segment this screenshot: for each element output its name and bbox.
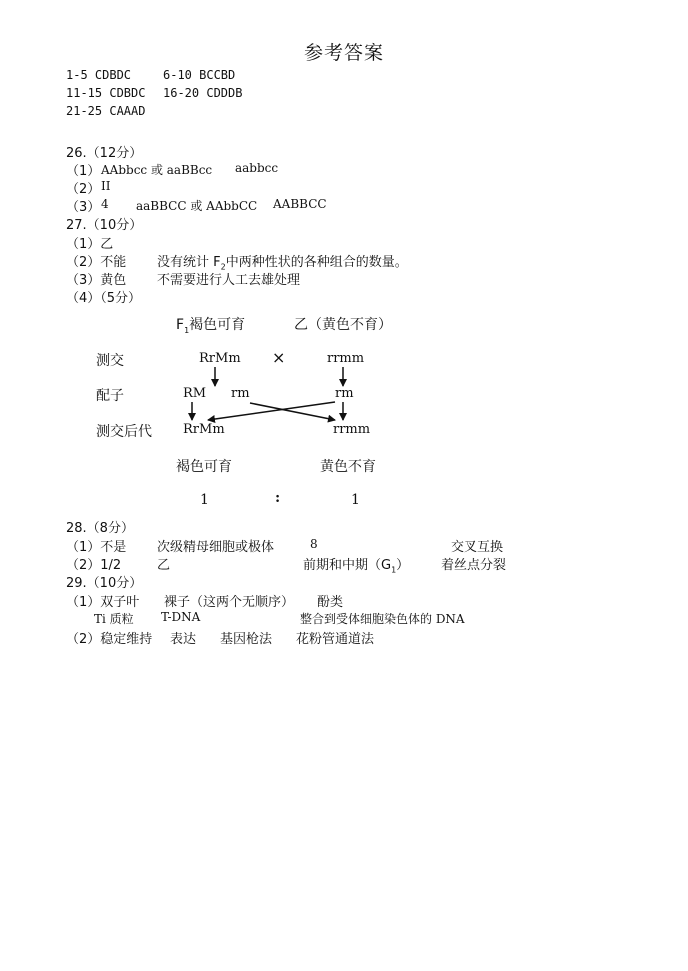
q28-line1-answer-b: 8 [310, 537, 318, 551]
genotype-rrmm-parent1: RrMm [199, 351, 241, 366]
q26-line2-answer: II [101, 179, 111, 193]
row-label-gamete: 配子 [96, 388, 124, 404]
q27-line1: （1）乙 [66, 237, 114, 252]
offspring-rrmm-2: rrmm [333, 422, 371, 437]
q26-line1-num: （1） [66, 164, 101, 179]
q26-header: 26.（12分） [66, 146, 143, 161]
page-title: 参考答案 [303, 42, 384, 64]
arrow-cross-rm-to-rrmm-left [208, 402, 335, 420]
q27-header: 27.（10分） [66, 218, 143, 233]
q27-line4: （4）（5分） [66, 291, 142, 306]
genotype-rrmm-parent2: rrmm [327, 351, 365, 366]
q28-line1-answer-a: 次级精母细胞或极体 [157, 540, 275, 555]
q27-line2-answer: 没有统计 $F_2$中两种性状的各种组合的数量。 [157, 255, 408, 272]
q26-line1-answer-b: aabbcc [235, 161, 279, 175]
q29-line2-answer-c: 整合到受体细胞染色体的 DNA [300, 612, 465, 626]
q26-line3-answer-a: 4 [101, 197, 109, 211]
q29-line1-answer-a: 裸子（这两个无顺序） [164, 595, 295, 610]
gamete-rm-lower-2: rm [335, 386, 354, 401]
phenotype-1: 褐色可育 [176, 459, 232, 475]
mc-answer-1-5: 1-5 CDBDC [66, 68, 132, 82]
q26-line2-num: （2） [66, 182, 101, 197]
mc-answer-21-25: 21-25 CAAAD [66, 104, 146, 118]
q27-line3-answer: 不需要进行人工去雄处理 [157, 273, 301, 288]
row-label-testcross: 测交 [96, 353, 124, 369]
mc-answer-11-15: 11-15 CDBDC [66, 86, 146, 100]
offspring-rrmm-1: RrMm [183, 422, 225, 437]
mc-answer-6-10: 6-10 BCCBD [163, 68, 236, 82]
parent-f1-label: $F_1$褐色可育 [176, 317, 246, 335]
q29-line2-answer-a: Ti 质粒 [94, 612, 134, 626]
q29-line1-num: （1）双子叶 [66, 595, 140, 610]
q28-line2-answer-b: 前期和中期$(G_1)$ [303, 558, 410, 575]
q28-line1-answer-c: 交叉互换 [451, 540, 504, 555]
q29-line3-num: （2）稳定维持 [66, 632, 153, 647]
q29-line3-answer-c: 花粉管通道法 [296, 632, 375, 647]
gamete-rm-lower-1: rm [231, 386, 250, 401]
q27-line3-num: （3）黄色 [66, 273, 127, 288]
ratio-1: 1 [200, 492, 209, 508]
q26-line1-answer-a: AAbbcc 或 aaBBcc [101, 163, 213, 177]
q26-line3-num: （3） [66, 200, 101, 215]
q29-line2-answer-b: T-DNA [161, 610, 201, 624]
q29-line3-answer-a: 表达 [170, 632, 197, 647]
row-label-offspring: 测交后代 [96, 424, 152, 440]
mc-answer-16-20: 16-20 CDDDB [163, 86, 243, 100]
q29-line3-answer-b: 基因枪法 [220, 632, 273, 647]
cross-sign: × [272, 348, 286, 367]
q29-header: 29.（10分） [66, 576, 143, 591]
q29-line1-answer-b: 酚类 [317, 595, 344, 610]
gamete-rm-upper: RM [183, 386, 207, 401]
ratio-separator: : [275, 490, 281, 506]
q28-line1-num: （1）不是 [66, 540, 127, 555]
q26-line3-answer-b: aaBBCC 或 AAbbCC [136, 199, 258, 213]
q27-line2-num: （2）不能 [66, 255, 127, 270]
q28-line2-num: （2）1/2 [66, 558, 122, 573]
parent-yi-label: 乙（黄色不育） [294, 317, 392, 333]
q26-line3-answer-c: AABBCC [273, 197, 327, 211]
phenotype-2: 黄色不育 [320, 459, 376, 475]
q28-line2-answer-a: 乙 [157, 558, 171, 573]
q28-header: 28.（8分） [66, 521, 134, 536]
q28-line2-answer-c: 着丝点分裂 [441, 558, 507, 573]
ratio-2: 1 [351, 492, 360, 508]
